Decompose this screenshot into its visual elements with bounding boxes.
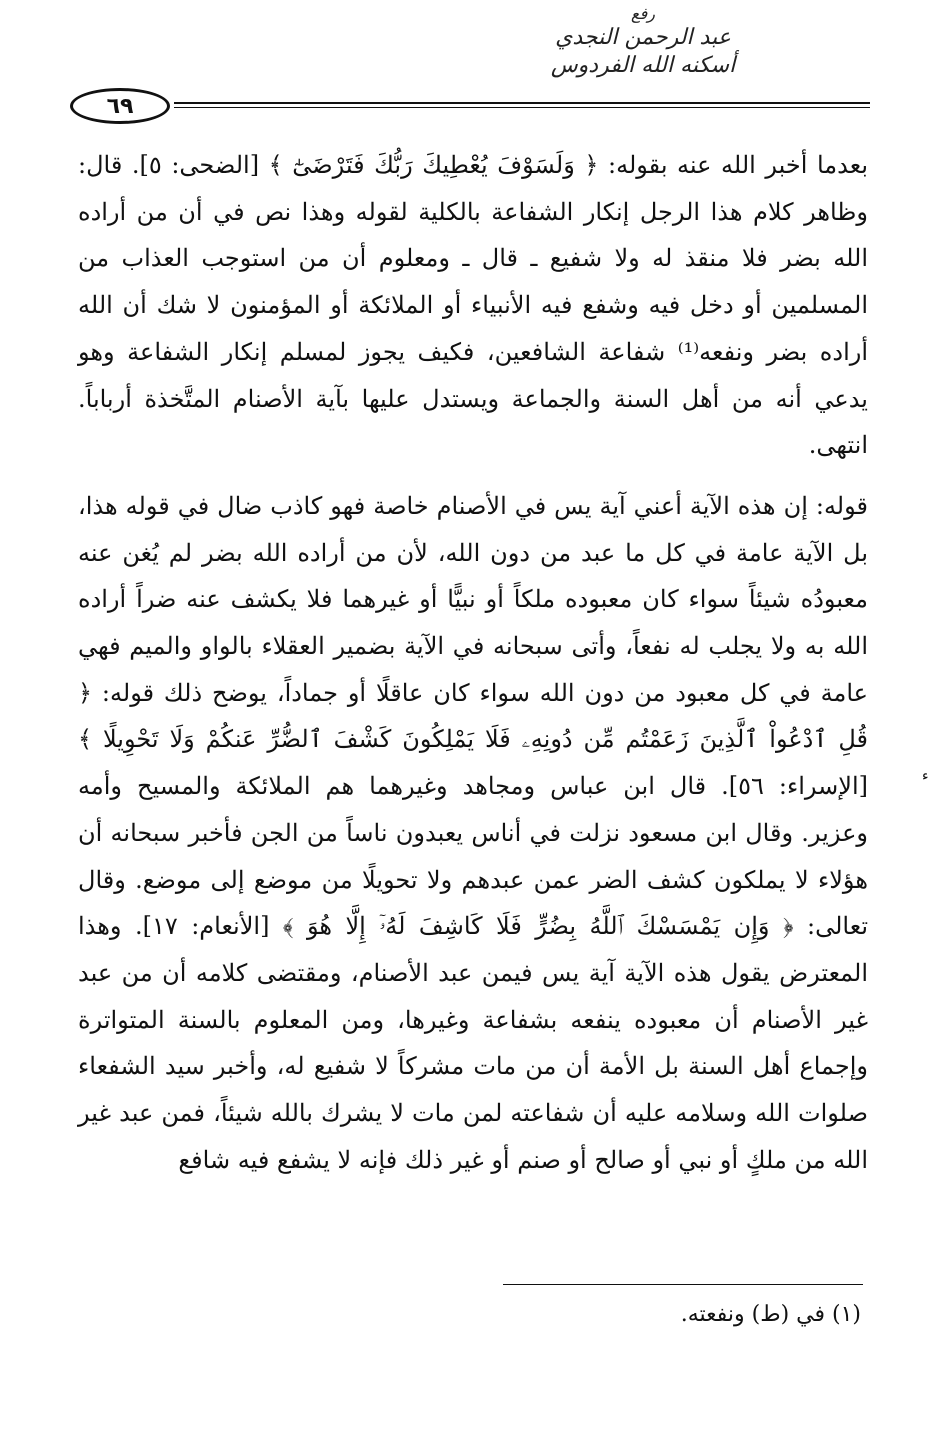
owner-stamp [543,4,743,79]
page-number: ٦٩ [70,88,170,124]
stamp-line: عبد الرحمن النجدي [555,25,731,50]
paragraph: قوله: إن هذه الآية أعني آية يس في الأصنام خاصة فهو كاذب ضال في قوله هذا، بل الآية عامة في كل ما عبد من دون الله، لأن من أراده الله بضر لم يُغن عنه معبودُه شيئاً سواء كان معبوده ملكاً أو نبيًّا أو غيرهما فلا يكشف عنه ضراً أراده الله به ولا يجلب له نفعاً، وأتى سبحانه في الآية بضمير العقلاء بالواو والميم فهي عامة في كل معبود من دون الله سواء كان عاقلًا أو جماداً، يوضح ذلك قوله: ﴿ قُلِ ٱدْعُواْ ٱلَّذِينَ زَعَمْتُم مِّن دُونِهِۦ فَلَا يَمْلِكُونَ كَشْفَ ٱلضُّرِّ عَنكُمْ وَلَا تَحْوِيلًا ﴾ [الإسراء: ٥٦]. قال ابن عباس ومجاهد وغيرهما هم الملائكة والمسيح وأمه وعزير. وقال ابن مسعود نزلت في أناس يعبدون ناساً من الجن فأخبر سبحانه أن هؤلاء لا يملكون كشف الضر عمن عبدهم ولا تحويلًا من موضع إلى موضع. وقال تعالى: ﴿ وَإِن يَمْسَسْكَ ٱللَّهُ بِضُرٍّ فَلَا كَاشِفَ لَهُۥٓ إِلَّا هُوَ ﴾ [الأنعام: ١٧]. وهذا المعترض يقول هذه الآية آية يس فيمن عبد الأصنام، ومقتضى كلامه أن من عبد غير الأصنام أن معبوده ينفعه بشفاعة وغيرها، ومن المعلوم بالسنة المتواترة وإجماع أهل السنة بل الأمة أن من مات مشركاً لا شفيع له، وأخبر سيد الشفعاء صلوات الله وسلامه عليه أن شفاعته لمن مات لا يشرك بالله شيئاً، فمن عبد غير الله من ملكٍ أو نبي أو صالح أو صنم أو غير ذلك فإنه لا يشفع فيه شافع [78,491,869,1174]
main-text [78,142,868,1183]
stamp-line: أسكنه الله الفردوس [550,52,736,78]
footnote-separator [503,1284,863,1285]
stamp-line: رفع [631,4,655,23]
header-rule [174,102,870,104]
header-rule [174,107,870,108]
paragraph: بعدما أخبر الله عنه بقوله: ﴿ وَلَسَوْفَ يُعْطِيكَ رَبُّكَ فَتَرْضَىٰٓ ﴾ [الضحى: ٥]. قال: وظاهر كلام هذا الرجل إنكار الشفاعة بالكلية لقوله وهذا نص في أن من أراده الله بضر فلا منقذ له ولا شفيع ـ قال ـ ومعلوم أن من استوجب العذاب من المسلمين أو دخل فيه وشفع فيه الأنبياء أو الملائكة أو المؤمنون لا شك أن الله أراده بضر ونفعه⁽¹⁾ شفاعة الشافعين، فكيف يجوز لمسلم إنكار الشفاعة وهو يدعي أنه من أهل السنة والجماعة ويستدل عليها بآية الأصنام المتَّخذة أرباباً. انتهى. [78,151,868,460]
page-header [70,88,870,128]
margin-mark: ء [922,768,929,784]
footnote: (١) في (ط) ونفعته. [680,1302,861,1327]
